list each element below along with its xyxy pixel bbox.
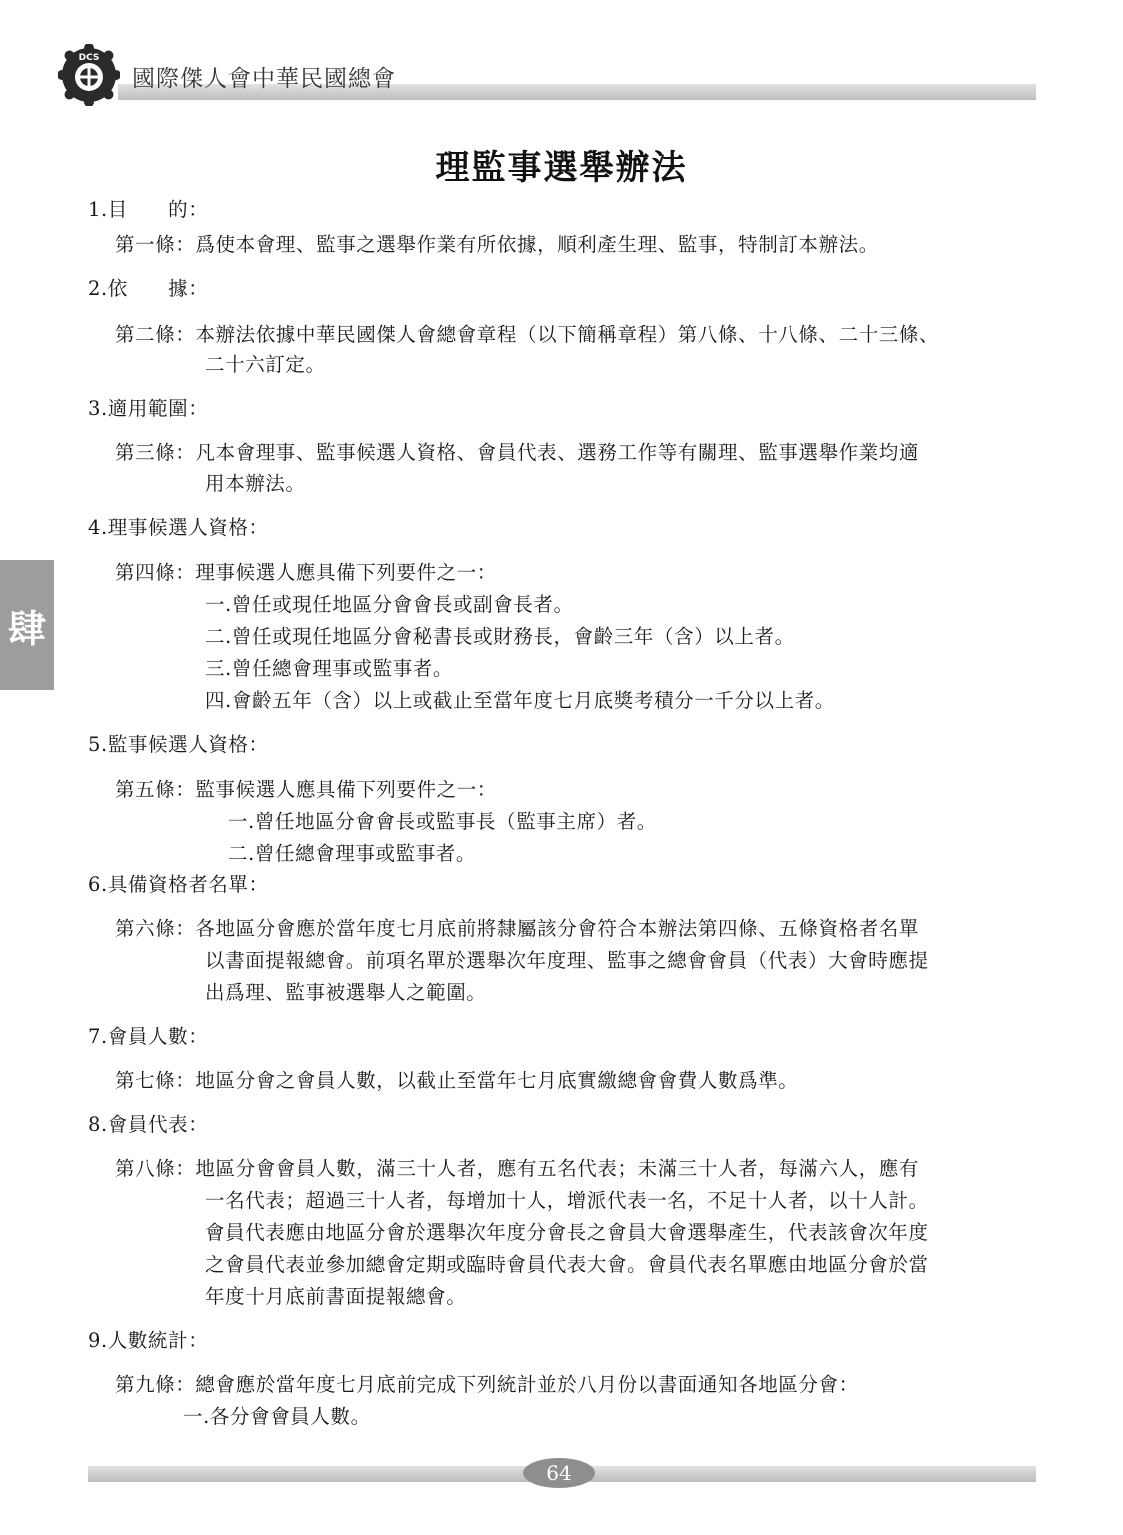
article-line: 第五條：監事候選人應具備下列要件之一： bbox=[115, 778, 497, 801]
section-heading: 1.目 的： bbox=[88, 198, 209, 221]
page-number-badge bbox=[523, 1458, 595, 1488]
article-line: 第一條：爲使本會理、監事之選舉作業有所依據，順利產生理、監事，特制訂本辦法。 bbox=[115, 233, 879, 256]
article-line: 年度十月底前書面提報總會。 bbox=[205, 1285, 467, 1308]
article-line: 三.曾任總會理事或監事者。 bbox=[205, 657, 453, 680]
article-line: 第六條：各地區分會應於當年度七月底前將隸屬該分會符合本辦法第四條、五條資格者名單 bbox=[115, 917, 920, 940]
article-line: 會員代表應由地區分會於選舉次年度分會長之會員大會選舉產生，代表該會次年度 bbox=[205, 1221, 929, 1244]
section-heading: 7.會員人數： bbox=[88, 1025, 209, 1048]
dcs-logo-icon bbox=[58, 44, 120, 106]
article-line: 一.曾任地區分會會長或監事長（監事主席）者。 bbox=[228, 810, 657, 833]
article-line: 二十六訂定。 bbox=[205, 353, 326, 376]
article-line: 一.各分會會員人數。 bbox=[183, 1405, 371, 1428]
section-heading: 5.監事候選人資格： bbox=[88, 733, 269, 756]
article-line: 二.曾任總會理事或監事者。 bbox=[228, 842, 476, 865]
article-line: 第二條：本辦法依據中華民國傑人會總會章程（以下簡稱章程）第八條、十八條、二十三條、 bbox=[115, 323, 940, 346]
article-line: 第八條：地區分會會員人數，滿三十人者，應有五名代表；未滿三十人者，每滿六人，應有 bbox=[115, 1157, 920, 1180]
section-heading: 2.依 據： bbox=[88, 277, 209, 300]
article-line: 出爲理、監事被選舉人之範圍。 bbox=[205, 981, 487, 1004]
article-line: 第七條：地區分會之會員人數，以截止至當年七月底實繳總會會費人數爲準。 bbox=[115, 1069, 799, 1092]
org-name: 國際傑人會中華民國總會 bbox=[132, 66, 396, 92]
article-line: 以書面提報總會。前項名單於選舉次年度理、監事之總會會員（代表）大會時應提 bbox=[205, 949, 929, 972]
section-heading: 4.理事候選人資格： bbox=[88, 516, 269, 539]
logo-text: DCS bbox=[78, 53, 100, 63]
article-line: 第四條：理事候選人應具備下列要件之一： bbox=[115, 561, 497, 584]
chapter-tab bbox=[0, 560, 54, 690]
article-line: 用本辦法。 bbox=[205, 472, 306, 495]
page-title: 理監事選舉辦法 bbox=[435, 148, 688, 188]
section-heading: 6.具備資格者名單： bbox=[88, 873, 269, 896]
article-line: 二.曾任或現任地區分會秘書長或財務長，會齡三年（含）以上者。 bbox=[205, 625, 795, 648]
section-heading: 9.人數統計： bbox=[88, 1329, 209, 1352]
article-line: 一.曾任或現任地區分會會長或副會長者。 bbox=[205, 593, 574, 616]
section-heading: 3.適用範圍： bbox=[88, 397, 209, 420]
section-heading: 8.會員代表： bbox=[88, 1113, 209, 1136]
article-line: 四.會齡五年（含）以上或截止至當年度七月底獎考積分一千分以上者。 bbox=[205, 689, 835, 712]
chapter-tab-label: 肆 bbox=[7, 606, 46, 651]
article-line: 一名代表；超過三十人者，每增加十人，增派代表一名，不足十人者，以十人計。 bbox=[205, 1189, 929, 1212]
article-line: 第三條：凡本會理事、監事候選人資格、會員代表、選務工作等有關理、監事選舉作業均適 bbox=[115, 441, 920, 464]
article-line: 之會員代表並參加總會定期或臨時會員代表大會。會員代表名單應由地區分會於當 bbox=[205, 1253, 929, 1276]
article-line: 第九條：總會應於當年度七月底前完成下列統計並於八月份以書面通知各地區分會： bbox=[115, 1373, 859, 1396]
page-number: 64 bbox=[546, 1461, 572, 1485]
